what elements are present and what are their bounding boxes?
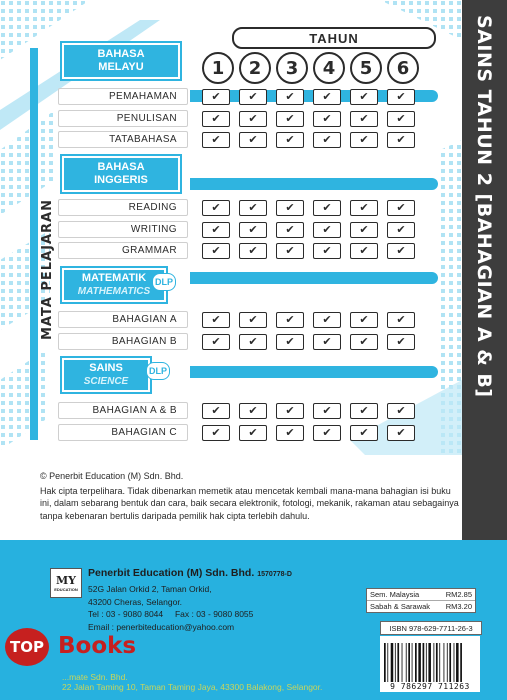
checkbox-year-3: ✔ (276, 111, 304, 127)
printer-name: ...mate Sdn. Bhd. (62, 672, 128, 682)
section-title-line-2: INGGERIS (94, 174, 148, 186)
price-value: RM2.85 (445, 590, 472, 599)
row-label: PEMAHAMAN (58, 88, 188, 105)
section-header-bahasa-inggeris (62, 156, 180, 192)
checkbox-year-2: ✔ (239, 403, 267, 419)
barcode-bar (428, 643, 431, 685)
barcode-bar (456, 643, 459, 685)
row-label: BAHAGIAN C (58, 424, 188, 441)
year-2: 2 (239, 52, 271, 84)
barcode-bar (418, 643, 421, 685)
section-band (190, 366, 438, 378)
price-row-sabah-sarawak (367, 601, 475, 612)
row-label: BAHAGIAN A & B (58, 402, 188, 419)
publisher-name (88, 567, 292, 579)
row-label: PENULISAN (58, 110, 188, 127)
checkbox-year-5: ✔ (350, 312, 378, 328)
checkbox-year-5: ✔ (350, 222, 378, 238)
checkbox-year-6: ✔ (387, 222, 415, 238)
barcode-bar (395, 643, 396, 685)
barcode-bar (444, 643, 445, 685)
isbn: ISBN 978-629-7711-26-3 (380, 621, 482, 635)
barcode-bar (447, 643, 448, 685)
checkbox-year-3: ✔ (276, 222, 304, 238)
price-box (366, 588, 476, 613)
address-line-2: 43200 Cheras, Selangor. (88, 596, 183, 607)
year-4: 4 (313, 52, 345, 84)
barcode-bar (402, 643, 403, 685)
checkbox-year-4: ✔ (313, 222, 341, 238)
copyright-owner: © Penerbit Education (M) Sdn. Bhd. (40, 471, 184, 481)
logo-text: EDUCATION (54, 586, 78, 592)
barcode-number: 9 786297 711263 (380, 682, 480, 692)
barcode-bar (412, 643, 413, 685)
checkbox-year-1: ✔ (202, 425, 230, 441)
checkbox-year-5: ✔ (350, 89, 378, 105)
year-1: 1 (202, 52, 234, 84)
checkbox-year-3: ✔ (276, 243, 304, 259)
section-title: SAINS (89, 362, 123, 374)
checkbox-year-4: ✔ (313, 89, 341, 105)
checkbox-year-1: ✔ (202, 243, 230, 259)
tahun-header: TAHUN (232, 27, 436, 49)
row-label: GRAMMAR (58, 242, 188, 259)
barcode-bar (384, 643, 386, 685)
dlp-badge: DLP (146, 362, 170, 380)
checkbox-year-2: ✔ (239, 425, 267, 441)
checkbox-year-4: ✔ (313, 111, 341, 127)
barcode-bar (426, 643, 427, 685)
checkbox-year-1: ✔ (202, 89, 230, 105)
checkbox-year-2: ✔ (239, 111, 267, 127)
section-title-line-2: MELAYU (98, 61, 144, 73)
checkbox-year-1: ✔ (202, 111, 230, 127)
checkbox-year-3: ✔ (276, 200, 304, 216)
checkbox-year-2: ✔ (239, 243, 267, 259)
checkbox-year-5: ✔ (350, 425, 378, 441)
side-label (36, 150, 58, 390)
checkbox-year-1: ✔ (202, 312, 230, 328)
checkbox-year-6: ✔ (387, 334, 415, 350)
row-label: TATABAHASA (58, 131, 188, 148)
year-3: 3 (276, 52, 308, 84)
checkbox-year-1: ✔ (202, 403, 230, 419)
barcode-bar (391, 643, 394, 685)
checkbox-year-5: ✔ (350, 132, 378, 148)
checkbox-year-6: ✔ (387, 89, 415, 105)
checkbox-year-6: ✔ (387, 403, 415, 419)
barcode-bar (397, 643, 399, 685)
section-band (190, 272, 438, 284)
checkbox-year-6: ✔ (387, 200, 415, 216)
checkbox-year-4: ✔ (313, 200, 341, 216)
copyright-block (40, 470, 460, 522)
checkbox-year-2: ✔ (239, 89, 267, 105)
checkbox-year-5: ✔ (350, 200, 378, 216)
checkbox-year-3: ✔ (276, 425, 304, 441)
section-header-sains (62, 358, 150, 392)
price-label: Sem. Malaysia (370, 590, 420, 599)
checkbox-year-5: ✔ (350, 334, 378, 350)
printer-info (62, 672, 322, 692)
row-label: WRITING (58, 221, 188, 238)
barcode-bar (460, 643, 462, 685)
barcode-bar (436, 643, 438, 685)
barcode-bar (408, 643, 410, 685)
checkbox-year-1: ✔ (202, 334, 230, 350)
barcode-bar (415, 643, 417, 685)
checkbox-year-2: ✔ (239, 312, 267, 328)
section-header-matematik (62, 268, 166, 302)
checkbox-year-5: ✔ (350, 111, 378, 127)
section-subtitle: MATHEMATICS (77, 286, 151, 297)
barcode-bar (433, 643, 434, 685)
checkbox-year-2: ✔ (239, 222, 267, 238)
barcode-bar (449, 643, 451, 685)
row-label: BAHAGIAN A (58, 311, 188, 328)
checkbox-year-4: ✔ (313, 425, 341, 441)
checkbox-year-3: ✔ (276, 403, 304, 419)
email-line: Email : penerbiteducation@yahoo.com (88, 621, 235, 632)
checkbox-year-6: ✔ (387, 111, 415, 127)
copyright-notice: Hak cipta terpelihara. Tidak dibenarkan memetik atau mencetak kembali mana-mana bahagian isi buku ini, dalam sebarang bentuk dan cara, baik secara elektronik, fotologi, mekanik, rakaman atau sebagainya tanpa kebenaran bertulis daripada pemilik hak cipta terlebih dahulu. (40, 485, 459, 521)
section-title: BAHASA (97, 161, 145, 173)
row-label: READING (58, 199, 188, 216)
publisher-address (88, 583, 253, 633)
checkbox-year-4: ✔ (313, 403, 341, 419)
checkbox-year-3: ✔ (276, 334, 304, 350)
row-label: BAHAGIAN B (58, 333, 188, 350)
address-line-1: 52G Jalan Orkid 2, Taman Orkid, (88, 584, 212, 594)
publisher-reg: 1570778-D (257, 571, 292, 578)
checkbox-year-2: ✔ (239, 200, 267, 216)
barcode-bar (439, 643, 440, 685)
barcode-bar (423, 643, 425, 685)
section-title: MATEMATIK (81, 272, 147, 284)
dlp-badge: DLP (152, 273, 176, 291)
year-numbers (198, 52, 423, 82)
side-label-text: MATA PELAJARAN (39, 199, 55, 341)
publisher-name-text: Penerbit Education (M) Sdn. Bhd. (88, 567, 255, 579)
price-value: RM3.20 (445, 602, 472, 611)
publisher-logo (50, 568, 82, 598)
checkbox-year-3: ✔ (276, 312, 304, 328)
checkbox-year-2: ✔ (239, 132, 267, 148)
section-header-bahasa-melayu (62, 43, 180, 79)
checkbox-year-4: ✔ (313, 132, 341, 148)
checkbox-year-2: ✔ (239, 334, 267, 350)
checkbox-year-1: ✔ (202, 222, 230, 238)
price-label: Sabah & Sarawak (370, 602, 431, 611)
checkbox-year-5: ✔ (350, 243, 378, 259)
checkbox-year-6: ✔ (387, 243, 415, 259)
checkbox-year-5: ✔ (350, 403, 378, 419)
topbooks-badge: TOP (5, 628, 49, 666)
barcode-bar (387, 643, 388, 685)
section-subtitle: SCIENCE (83, 376, 129, 387)
checkbox-year-1: ✔ (202, 200, 230, 216)
checkbox-year-4: ✔ (313, 334, 341, 350)
spine-title: SAINS TAHUN 2 [BAHAGIAN A & B] (473, 15, 495, 398)
topbooks-wordmark: Books (58, 633, 137, 659)
checkbox-year-4: ✔ (313, 312, 341, 328)
price-row-peninsular (367, 589, 475, 601)
year-5: 5 (350, 52, 382, 84)
checkbox-year-6: ✔ (387, 425, 415, 441)
checkbox-year-3: ✔ (276, 89, 304, 105)
checkbox-year-6: ✔ (387, 312, 415, 328)
printer-address: 22 Jalan Taming 10, Taman Taming Jaya, 43300 Balakong, Selangor. (62, 682, 323, 692)
section-band (190, 178, 438, 190)
checkbox-year-4: ✔ (313, 243, 341, 259)
barcode-bar (406, 643, 407, 685)
section-title: BAHASA (97, 48, 145, 60)
logo-mark: MY (55, 573, 77, 587)
year-6: 6 (387, 52, 419, 84)
checkbox-year-1: ✔ (202, 132, 230, 148)
phone-fax-line: Tel : 03 - 9080 8044 Fax : 03 - 9080 8055 (88, 609, 254, 620)
barcode-bar (454, 643, 455, 685)
checkbox-year-6: ✔ (387, 132, 415, 148)
checkbox-year-3: ✔ (276, 132, 304, 148)
